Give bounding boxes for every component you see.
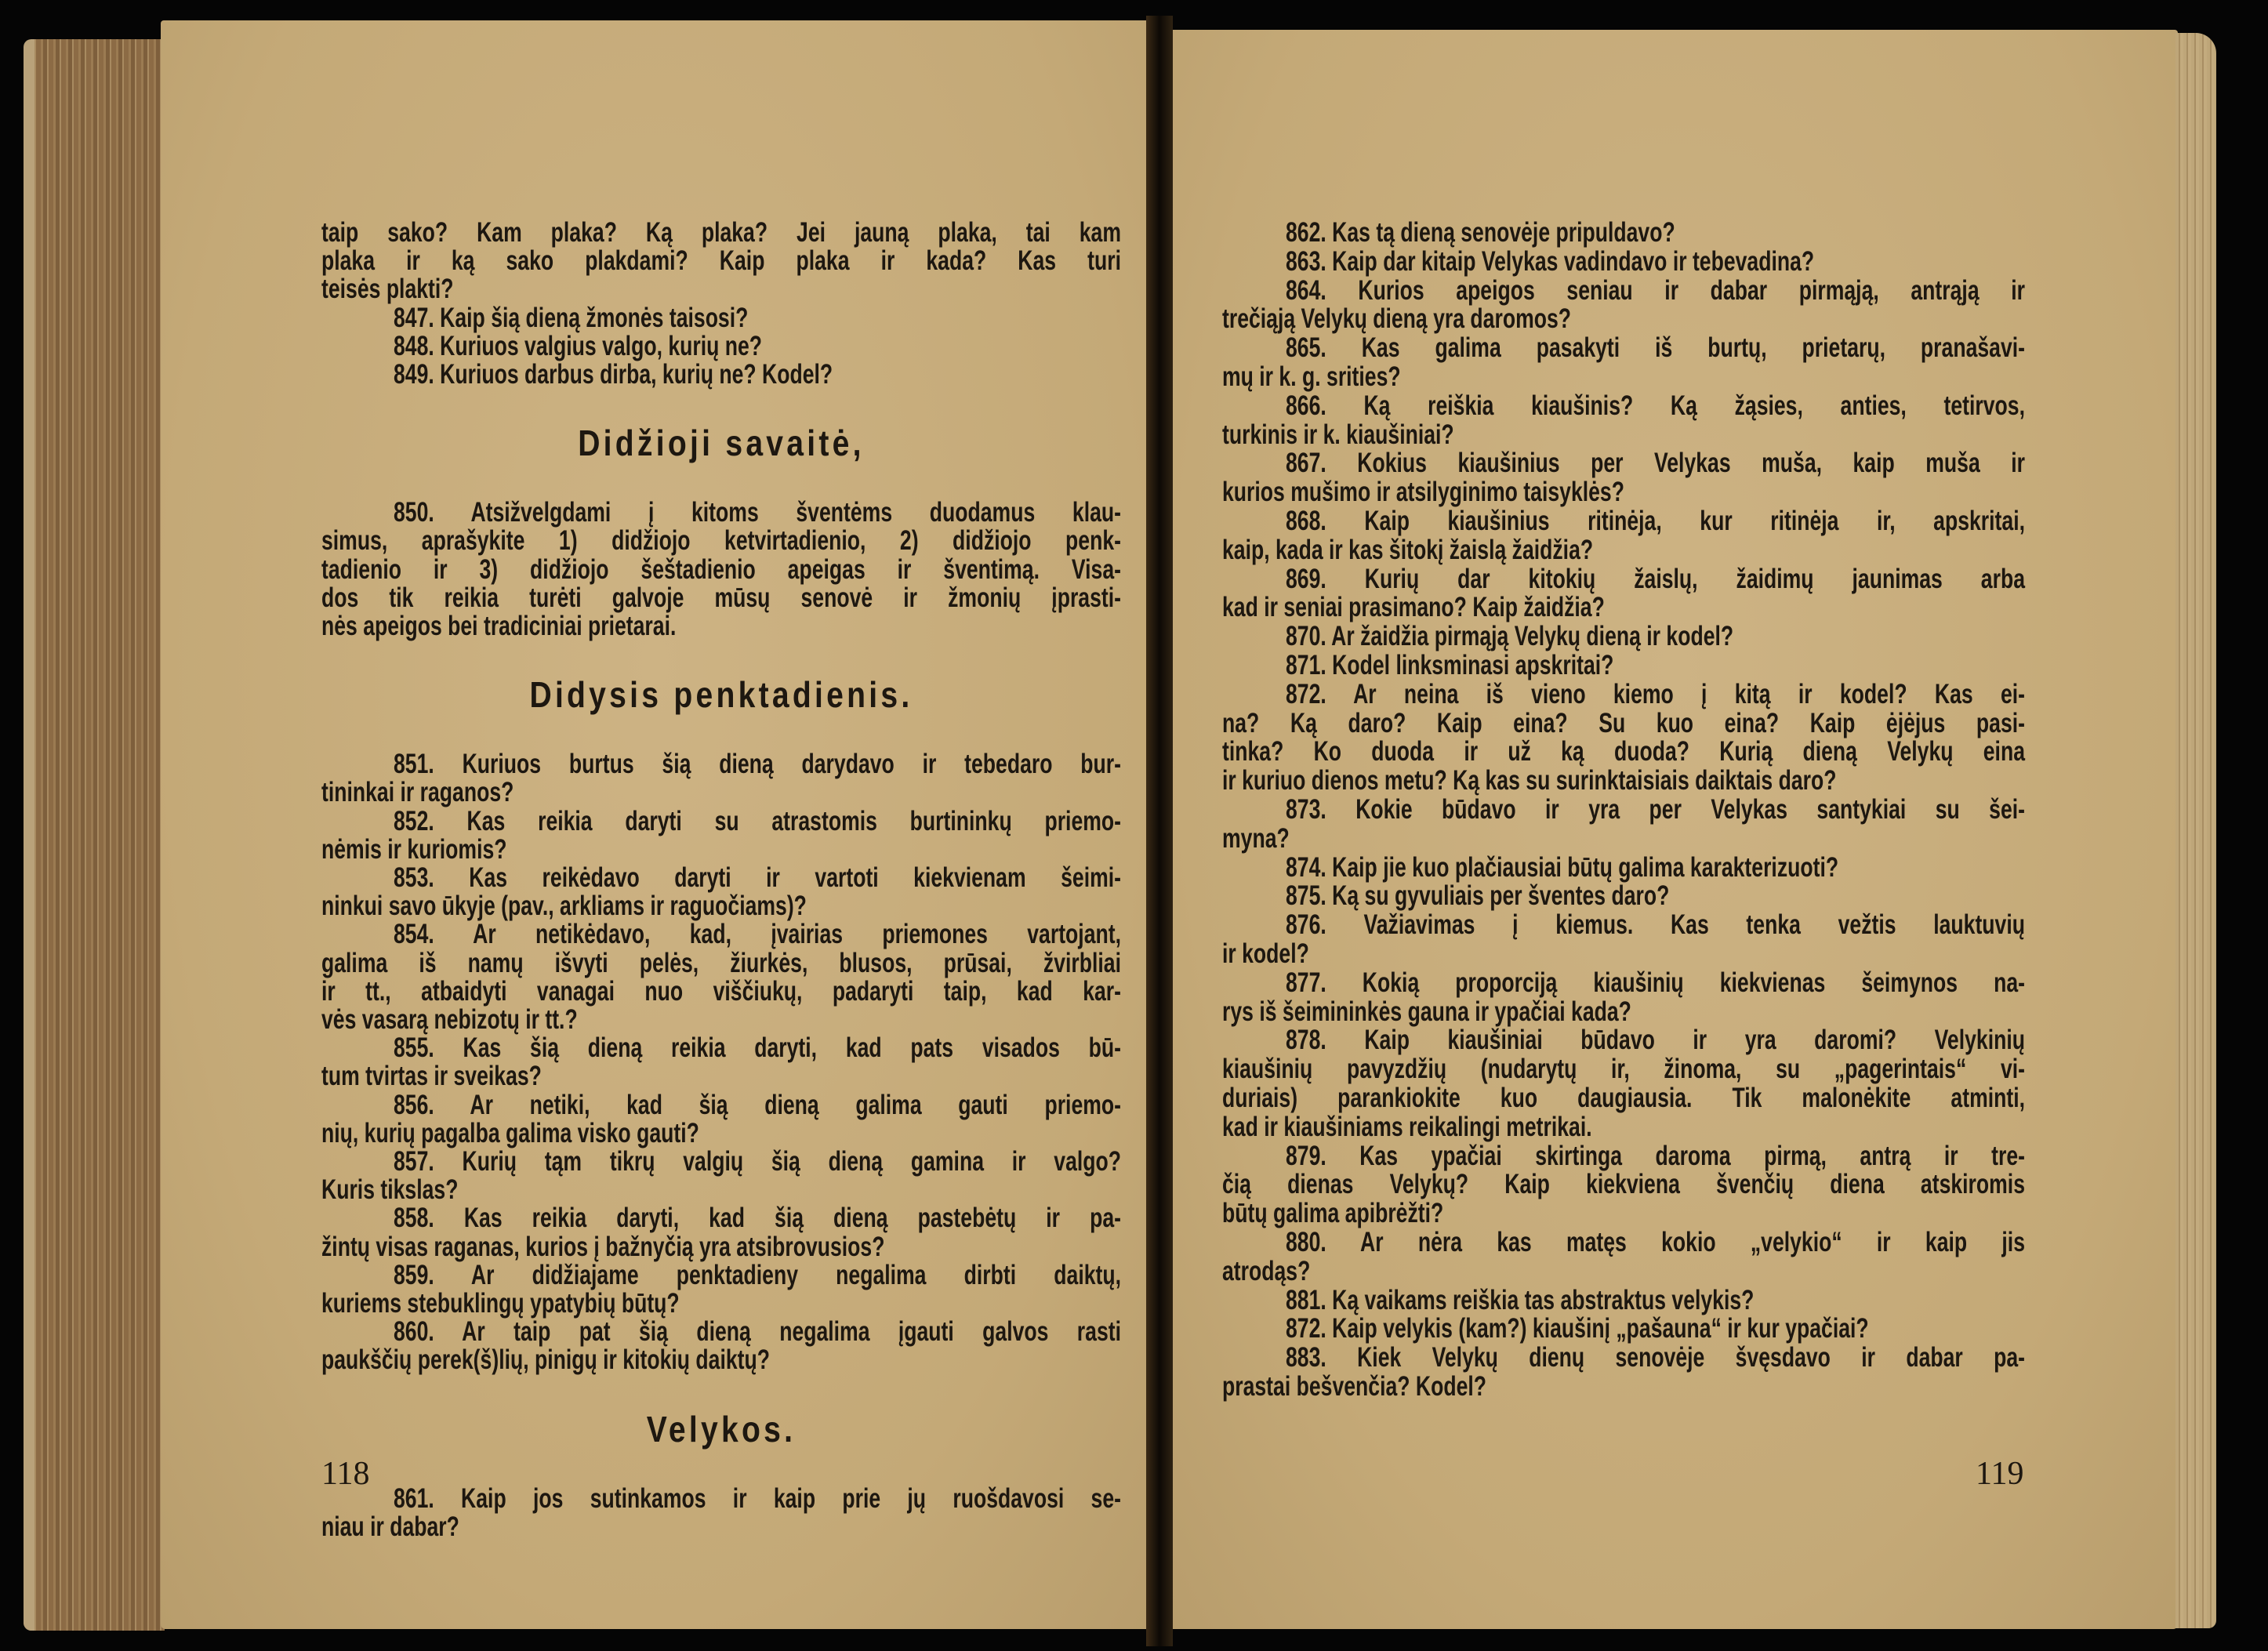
text-line: 855. Kas šią dieną reikia daryti, kad pats visados bū- — [394, 1032, 1121, 1064]
section-heading: Didžioji savaitė, — [578, 423, 865, 464]
text-line: teisės plakti? — [321, 274, 454, 305]
text-line: 876. Važiavimas į kiemus. Kas tenka vežtis lauktuvių — [1286, 909, 2025, 941]
text-line: niau ir dabar? — [321, 1511, 459, 1542]
text-line: 853. Kas reikėdavo daryti ir vartoti kiekvienam šeimi- — [394, 862, 1121, 893]
text-line: 858. Kas reikia daryti, kad šią dieną pastebėtų ir pa- — [394, 1203, 1121, 1234]
text-line: tadienio ir 3) didžiojo šeštadienio apeigas ir šventimą. Visa- — [321, 553, 1121, 585]
text-line: simus, aprašykite 1) didžiojo ketvirtadienio, 2) didžiojo penk- — [321, 525, 1121, 557]
text-line: 866. Ką reiškia kiaušinis? Ką žąsies, anties, tetirvos, — [1286, 390, 2025, 421]
text-line: 862. Kas tą dieną senovėje pripuldavo? — [1286, 217, 1675, 248]
text-line: ninkui savo ūkyje (pav., arkliams ir raguočiams)? — [321, 891, 807, 922]
text-line: 880. Ar nėra kas matęs kokio „velykio“ ir kaip jis — [1286, 1227, 2025, 1257]
text-line: 878. Kaip kiaušiniai būdavo ir yra daromi? Velykinių — [1286, 1025, 2025, 1056]
text-line: kuriems stebuklingų ypatybių būtų? — [321, 1288, 680, 1319]
text-line: na? Ką daro? Kaip eina? Su kuo eina? Kaip ėjėjus pasi- — [1222, 707, 2025, 738]
text-line: galima iš namų išvyti pelės, žiurkės, blusos, prūsai, žvirbliai — [321, 947, 1121, 978]
book-gutter — [1146, 16, 1173, 1646]
text-line: 874. Kaip jie kuo plačiausiai būtų galima karakterizuoti? — [1286, 851, 1839, 883]
text-line: myna? — [1222, 822, 1290, 854]
text-line: ir kuriuo dienos metu? Ką kas su surinktaisiais daiktais daro? — [1222, 765, 1837, 796]
text-line: 871. Kodel linksminasi apskritai? — [1286, 650, 1614, 680]
text-line: turkinis ir k. kiaušiniai? — [1222, 419, 1454, 450]
text-line: 847. Kaip šią dieną žmonės taisosi? — [394, 302, 749, 333]
text-line: 872. Kaip velykis (kam?) kiaušinį „pašauna“ ir kur ypačiai? — [1286, 1313, 1869, 1344]
text-line: kurios mušimo ir atsilyginimo taisyklės? — [1222, 477, 1624, 508]
text-line: 859. Ar didžiajame penktadieny negalima dirbti daiktų, — [394, 1259, 1121, 1290]
text-line: mų ir k. g. srities? — [1222, 361, 1401, 392]
text-line: 881. Ką vaikams reiškia tas abstraktus velykis? — [1286, 1284, 1755, 1315]
text-line: plaka ir ką sako plakdami? Kaip plaka ir kada? Kas turi — [321, 245, 1121, 277]
text-line: tinka? Ko duoda ir už ką duoda? Kurią dieną Velykų eina — [1222, 736, 2025, 767]
text-line: 872. Ar neina iš vieno kiemo į kitą ir kodel? Kas ei- — [1286, 678, 2025, 709]
text-line: 877. Kokią proporciją kiaušinių kiekvienas šeimynos na- — [1286, 967, 2025, 998]
text-line: 869. Kurių dar kitokių žaislų, žaidimų jaunimas arba — [1286, 563, 2025, 594]
text-line: duriais) parankiokite kuo daugiausia. Tik malonėkite atminti, — [1222, 1083, 2025, 1113]
page-number-left: 118 — [321, 1456, 370, 1492]
left-page-edges — [24, 39, 165, 1631]
text-line: trečiąją Velykų dieną yra daromos? — [1222, 303, 1572, 335]
text-line: 857. Kurių tąm tikrų valgių šią dieną gamina ir valgo? — [394, 1146, 1121, 1177]
text-line: 851. Kuriuos burtus šią dieną darydavo ir tebedaro bur- — [394, 749, 1121, 780]
text-line: 879. Kas ypačiai skirtinga daroma pirmą, antrą ir tre- — [1286, 1140, 2025, 1171]
section-heading: Velykos. — [646, 1408, 797, 1450]
text-line: 873. Kokie būdavo ir yra per Velykas santykiai su šei- — [1286, 794, 2025, 825]
text-line: 854. Ar netikėdavo, kad, įvairias priemones vartojant, — [394, 919, 1121, 950]
text-line: nėmis ir kuriomis? — [321, 833, 507, 865]
text-line: 864. Kurios apeigos seniau ir dabar pirmąją, antrąją ir — [1286, 274, 2025, 306]
text-line: ir kodel? — [1222, 938, 1309, 969]
text-line: vės vasarą nebizotų ir tt.? — [321, 1004, 578, 1035]
text-line: rys iš šeimininkės gauna ir ypačiai kada? — [1222, 996, 1631, 1027]
text-line: atrodąs? — [1222, 1255, 1311, 1286]
text-line: 875. Ką su gyvuliais per šventes daro? — [1286, 880, 1670, 912]
text-line: tininkai ir raganos? — [321, 777, 514, 808]
text-line: 860. Ar taip pat šią dieną negalima įgauti galvos rasti — [394, 1316, 1121, 1348]
text-line: nių, kurių pagalba galima visko gauti? — [321, 1117, 699, 1148]
text-line: 867. Kokius kiaušinius per Velykas muša, kaip muša ir — [1286, 448, 2025, 479]
page-number-right: 119 — [1976, 1456, 2024, 1492]
text-line: paukščių perek(š)lių, pinigų ir kitokių daiktų? — [321, 1344, 770, 1376]
text-line: tum tvirtas ir sveikas? — [321, 1061, 542, 1092]
text-line: 856. Ar netiki, kad šią dieną galima gauti priemo- — [394, 1089, 1121, 1120]
text-line: ir tt., atbaidyti vanagai nuo viščiukų, padaryti taip, kad kar- — [321, 975, 1121, 1007]
section-heading: Didysis penktadienis. — [529, 674, 913, 716]
text-line: kiaušinių pavyzdžių (nudarytų ir, žinoma, su „pagerintais“ vi- — [1222, 1054, 2025, 1085]
text-line: 870. Ar žaidžia pirmąją Velykų dieną ir kodel? — [1286, 621, 1734, 652]
text-line: Kuris tikslas? — [321, 1174, 459, 1206]
text-line: 852. Kas reikia daryti su atrastomis burtininkų priemo- — [394, 805, 1121, 836]
text-line: būtų galima apibrėžti? — [1222, 1198, 1444, 1229]
text-line: čią dienas Velykų? Kaip kiekviena švenčių diena atskiromis — [1222, 1169, 2025, 1200]
text-line: 863. Kaip dar kitaip Velykas vadindavo ir tebevadina? — [1286, 245, 1815, 277]
text-line: kad ir kiaušiniams reikalingi metrikai. — [1222, 1111, 1592, 1142]
text-line: 865. Kas galima pasakyti iš burtų, prietarų, pranašavi- — [1286, 332, 2025, 364]
text-line: kaip, kada ir kas šitokį žaislą žaidžia? — [1222, 534, 1594, 565]
text-line: kad ir seniai prasimano? Kaip žaidžia? — [1222, 592, 1605, 623]
text-line: dos tik reikia turėti galvoje mūsų senovė ir žmonių įprasti- — [321, 582, 1121, 613]
text-line: nės apeigos bei tradiciniai prietarai. — [321, 611, 677, 641]
text-line: 849. Kuriuos darbus dirba, kurių ne? Kodel? — [394, 359, 833, 390]
text-line: 883. Kiek Velykų dienų senovėje švęsdavo ir dabar pa- — [1286, 1342, 2025, 1373]
text-line: taip sako? Kam plaka? Ką plaka? Jei jauną plaka, tai kam — [321, 217, 1121, 248]
text-line: žintų visas raganas, kurios į bažnyčią yra atsibrovusios? — [321, 1231, 885, 1262]
text-line: 850. Atsižvelgdami į kitoms šventėms duodamus klau- — [394, 497, 1121, 528]
text-line: 861. Kaip jos sutinkamos ir kaip prie jų ruošdavosi se- — [394, 1482, 1121, 1514]
text-line: 848. Kuriuos valgius valgo, kurių ne? — [394, 330, 763, 361]
text-line: prastai bešvenčia? Kodel? — [1222, 1371, 1487, 1402]
text-line: 868. Kaip kiaušinius ritinėja, kur ritinėja ir, apskritai, — [1286, 506, 2025, 536]
right-page-edges — [2175, 33, 2216, 1628]
